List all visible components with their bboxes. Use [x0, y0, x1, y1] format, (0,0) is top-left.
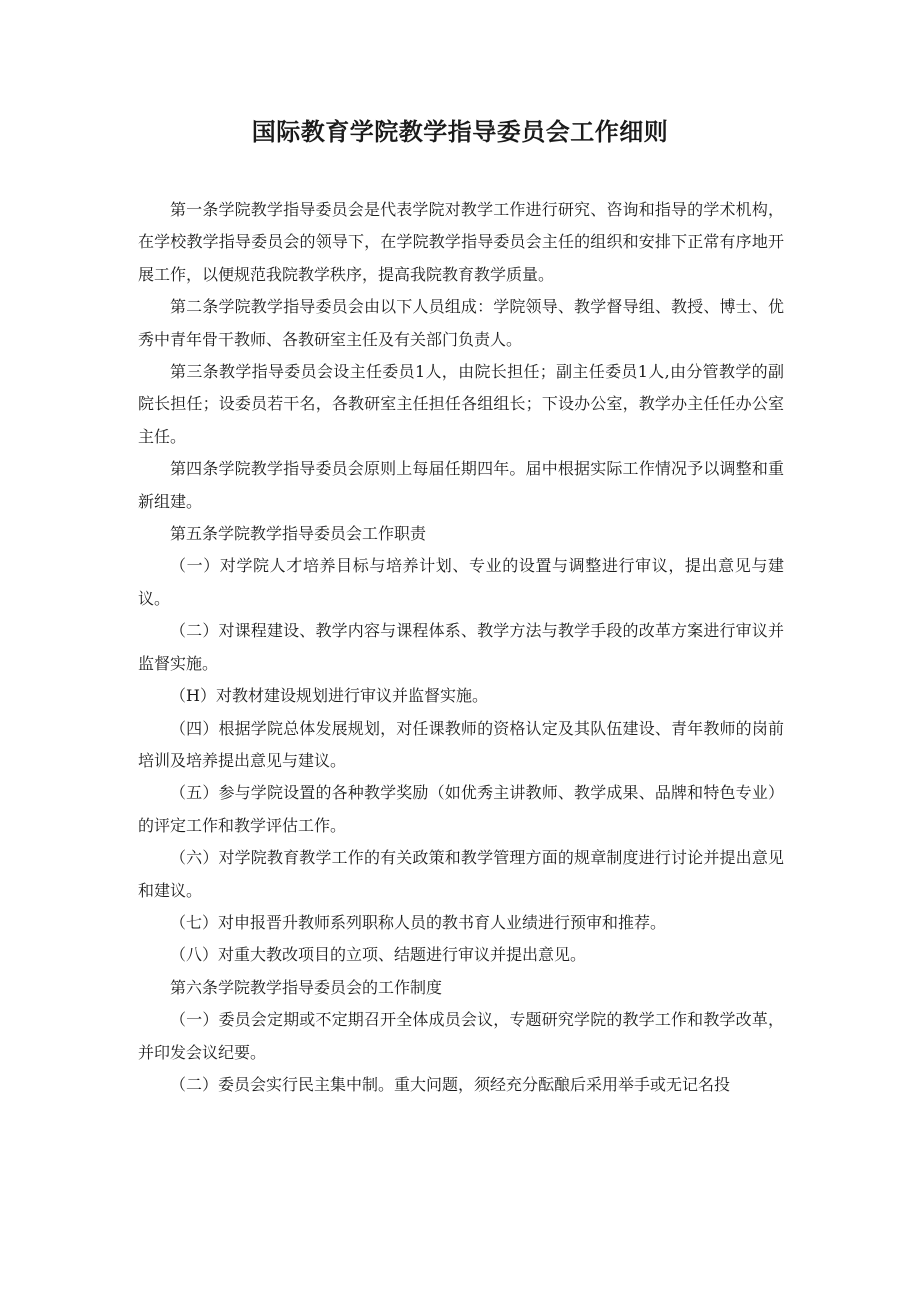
paragraph-article-1: 第一条学院教学指导委员会是代表学院对教学工作进行研究、咨询和指导的学术机构，在学校教学指导委员会的领导下，在学院教学指导委员会主任的组织和安排下正常有序地开展工作，以便规范我院教学秩序，提高我院教育教学质量。 — [138, 200, 784, 284]
paragraph-duty-3: （H）对教材建设规划进行审议并监督实施。 — [170, 686, 488, 706]
paragraph-rule-1: （一）委员会定期或不定期召开全体成员会议，专题研究学院的教学工作和教学改革，并印发会议纪要。 — [138, 1010, 784, 1062]
paragraph-article-2: 第二条学院教学指导委员会由以下人员组成：学院领导、教学督导组、教授、博士、优秀中青年骨干教师、各教研室主任及有关部门负责人。 — [138, 297, 784, 349]
document-body — [138, 194, 784, 1101]
paragraph-duty-8: （八）对重大教改项目的立项、结题进行审议并提出意见。 — [170, 945, 587, 965]
paragraph-duty-7: （七）对申报晋升教师系列职称人员的教书育人业绩进行预审和推荐。 — [170, 912, 667, 932]
paragraph-article-5-heading: 第五条学院教学指导委员会工作职责 — [170, 524, 427, 544]
document-title: 国际教育学院教学指导委员会工作细则 — [251, 118, 669, 146]
paragraph-duty-5: （五）参与学院设置的各种教学奖励（如优秀主讲教师、教学成果、品牌和特色专业）的评定工作和教学评估工作。 — [138, 783, 784, 835]
paragraph-rule-2: （二）委员会实行民主集中制。重大问题，须经充分酝酿后采用举手或无记名投 — [170, 1074, 731, 1094]
paragraph-duty-6: （六）对学院教育教学工作的有关政策和教学管理方面的规章制度进行讨论并提出意见和建议。 — [138, 848, 784, 900]
paragraph-duty-4: （四）根据学院总体发展规划，对任课教师的资格认定及其队伍建设、青年教师的岗前培训及培养提出意见与建议。 — [138, 718, 784, 770]
paragraph-article-3: 第三条教学指导委员会设主任委员1人，由院长担任；副主任委员1人,由分管教学的副院长担任；设委员若干名，各教研室主任担任各组组长；下设办公室，教学办主任任办公室主任。 — [138, 362, 784, 446]
paragraph-article-4: 第四条学院教学指导委员会原则上每届任期四年。届中根据实际工作情况予以调整和重新组建。 — [138, 459, 784, 511]
paragraph-article-6-heading: 第六条学院教学指导委员会的工作制度 — [170, 977, 443, 997]
paragraph-duty-1: （一）对学院人才培养目标与培养计划、专业的设置与调整进行审议，提出意见与建议。 — [138, 556, 784, 608]
paragraph-duty-2: （二）对课程建设、教学内容与课程体系、教学方法与教学手段的改革方案进行审议并监督实施。 — [138, 621, 784, 673]
